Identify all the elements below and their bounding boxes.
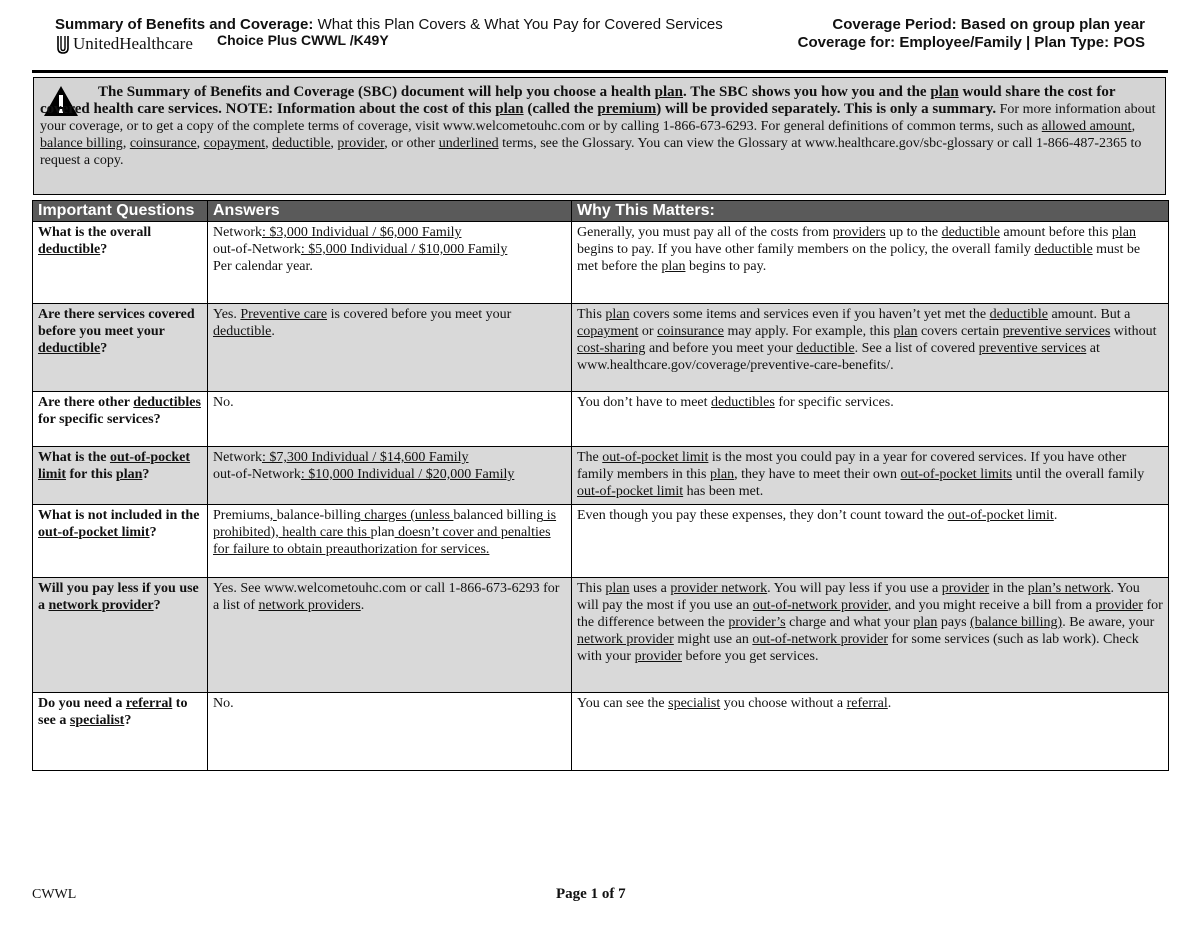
cell-text: has been met. — [683, 484, 764, 499]
glossary-term: referral — [125, 696, 173, 711]
document-header — [55, 14, 1145, 54]
glossary-term: out-of-pocket limit — [947, 508, 1054, 523]
glossary-term: deductible — [796, 341, 855, 356]
glossary-term: preventive services — [1002, 324, 1111, 339]
glossary-term: : $10,000 Individual / $20,000 Family — [300, 467, 515, 482]
table-body — [33, 222, 1169, 771]
col-header-why: Why This Matters: — [572, 201, 1169, 222]
glossary-term: deductible — [272, 136, 331, 151]
glossary-term: provider — [634, 649, 682, 664]
title-rest: What this Plan Covers & What You Pay for Covered Services — [313, 16, 723, 33]
cell-text: ? — [124, 713, 132, 728]
glossary-term: balance billing — [40, 136, 123, 151]
answer-cell — [208, 578, 572, 693]
glossary-term: network providers — [258, 598, 361, 613]
glossary-term: out-of-network provider — [752, 598, 888, 613]
answer-cell — [208, 693, 572, 771]
cell-text: Yes. — [213, 307, 241, 322]
glossary-term: preventive services — [978, 341, 1087, 356]
glossary-term: out-of-pocket limit — [602, 450, 709, 465]
cell-text: . — [887, 696, 892, 711]
table-row — [33, 447, 1169, 505]
glossary-term: provider — [941, 581, 990, 596]
question-cell — [33, 505, 208, 578]
glossary-term: specialist — [668, 696, 721, 711]
cell-text: You don’t have to meet — [577, 395, 712, 410]
cell-text: balance-billing — [276, 508, 361, 523]
glossary-term: provider network — [670, 581, 768, 596]
why-cell — [572, 447, 1169, 505]
glossary-term: coinsurance — [129, 136, 197, 151]
glossary-term: charges (unless — [360, 508, 454, 523]
cell-text: Will you pay less if you use a — [38, 581, 199, 613]
cell-text: out-of-Network — [213, 467, 301, 482]
coverage-period: Coverage Period: Based on group plan year — [832, 16, 1145, 33]
glossary-term: provider’s — [728, 615, 786, 630]
cell-text: What is not included in the — [38, 508, 200, 523]
col-header-questions: Important Questions — [33, 201, 208, 222]
glossary-term: is prohibited), health care this — [213, 508, 557, 540]
table-row — [33, 304, 1169, 392]
cell-text: Network — [213, 450, 262, 465]
cell-text: ? — [100, 341, 108, 356]
glossary-term: plan — [115, 467, 143, 482]
notice-text: The Summary of Benefits and Coverage (SBC) document will help you choose a health plan. The SBC shows you how you and the plan would share the cost for covered health care services. NOTE: Information about the cost of this plan (called the premium) will be provided separately. This is only a summary. For more information about your coverage, or to get a copy of the complete terms of coverage, visit www.welcometouhc.com or by calling 1-866-673-6293. For general definitions of common terms, such as allowed amount, balance billing, coinsurance, copayment, deductible, provider, or other underlined terms, see the Glossary. You can view the Glossary at www.healthcare.gov/sbc-glossary or call 1-866-487-2365 to request a copy. — [40, 84, 1156, 168]
glossary-term: providers — [832, 225, 886, 240]
cell-text: begins to pay. If you have other family members on the policy, the overall family — [577, 242, 1035, 257]
cell-text: may apply. For example, this — [723, 324, 894, 339]
col-header-answers: Answers — [208, 201, 572, 222]
glossary-term: deductible — [38, 341, 101, 356]
coverage-for: Coverage for: Employee/Family | Plan Type: POS — [797, 34, 1145, 51]
cell-text: at www.healthcare.gov/coverage/preventive-care-benefits/. — [577, 341, 1100, 373]
glossary-term: deductible — [213, 324, 272, 339]
cell-text: ? — [142, 467, 150, 482]
page-number: Page 1 of 7 — [556, 886, 626, 902]
glossary-term: deductible — [989, 307, 1048, 322]
cell-text: , and you might receive a bill from a — [887, 598, 1096, 613]
cell-text: No. — [213, 696, 234, 711]
table-row — [33, 693, 1169, 771]
answer-cell — [208, 304, 572, 392]
cell-text: Are there services covered before you meet your — [38, 307, 195, 339]
glossary-term: cost-sharing — [577, 341, 646, 356]
answer-cell — [208, 505, 572, 578]
why-cell — [572, 304, 1169, 392]
sbc-notice-box — [33, 77, 1166, 195]
glossary-term: deductible — [1034, 242, 1093, 257]
glossary-term: , — [269, 508, 277, 523]
table-row — [33, 222, 1169, 304]
question-cell — [33, 578, 208, 693]
glossary-term: plan — [709, 467, 735, 482]
cell-text: . — [360, 598, 365, 613]
table-row — [33, 505, 1169, 578]
cell-text: ? — [149, 525, 157, 540]
glossary-term: copayment — [577, 324, 639, 339]
question-cell — [33, 222, 208, 304]
brand-name: UnitedHealthcare — [73, 34, 193, 53]
glossary-term: copayment — [203, 136, 266, 151]
glossary-term: provider — [1095, 598, 1143, 613]
glossary-term: plan — [893, 324, 918, 339]
glossary-term: underlined — [438, 136, 499, 151]
cell-text: The — [577, 450, 603, 465]
cell-text: No. — [213, 395, 234, 410]
uhc-logo-icon — [57, 35, 69, 54]
cell-text: is the most you could pay in a year for covered services. If you have other family members in this — [577, 450, 1127, 482]
cell-text: amount before this — [999, 225, 1112, 240]
glossary-term: deductible — [941, 225, 1000, 240]
cell-text: . — [1053, 508, 1058, 523]
cell-text: for some services (such as lab work). Check with your — [577, 632, 1139, 664]
glossary-term: : $7,300 Individual / $14,600 Family — [262, 450, 469, 465]
glossary-term: out-of-pocket limit — [38, 450, 191, 482]
why-cell — [572, 693, 1169, 771]
glossary-term: Preventive care — [240, 307, 328, 322]
cell-text: What is the — [38, 450, 110, 465]
cell-text: covers some items and services even if you haven’t yet met the — [629, 307, 990, 322]
question-cell — [33, 304, 208, 392]
glossary-term: coinsurance — [657, 324, 724, 339]
cell-text: for specific services? — [38, 412, 161, 427]
glossary-term: out-of-network provider — [752, 632, 889, 647]
cell-text: plan — [370, 525, 395, 540]
cell-text: Are there other — [38, 395, 134, 410]
cell-text: Network — [213, 225, 262, 240]
glossary-term: plan’s network — [1027, 581, 1111, 596]
glossary-term: : $5,000 Individual / $10,000 Family — [300, 242, 508, 257]
table-header-row — [33, 201, 1169, 222]
cell-text: Per calendar year. — [213, 259, 313, 274]
glossary-term: network provider — [48, 598, 154, 613]
cell-text: for this — [66, 467, 116, 482]
notice-bold: The Summary of Benefits and Coverage (SBC) document will help you choose a health plan. The SBC shows you how you and the plan would share the cost for covered health care services. NOTE: Information about the cost of this plan (called the premium) will be provided separately. This is only a summary. — [40, 84, 1116, 117]
cell-text: uses a — [629, 581, 671, 596]
cell-text: . You will pay less if you use a — [767, 581, 942, 596]
glossary-term: deductibles — [711, 395, 775, 410]
answer-cell — [208, 392, 572, 447]
cell-text: and before you meet your — [645, 341, 797, 356]
header-rule — [32, 70, 1168, 73]
cell-text: ? — [153, 598, 161, 613]
cell-text: Generally, you must pay all of the costs from — [577, 225, 833, 240]
cell-text: Even though you pay these expenses, they don’t count toward the — [577, 508, 948, 523]
cell-text: before you get services. — [682, 649, 819, 664]
cell-text: in the — [989, 581, 1028, 596]
cell-text: Yes. See www.welcometouhc.com or call 1-866-673-6293 for a list of — [213, 581, 560, 613]
brand-line — [55, 34, 795, 54]
cell-text: until the overall family — [1012, 467, 1145, 482]
title-bold: Summary of Benefits and Coverage: — [55, 16, 314, 33]
header-left — [55, 16, 795, 54]
glossary-term: plan — [605, 581, 630, 596]
glossary-term: deductible — [38, 242, 101, 257]
glossary-term: out-of-pocket limit — [38, 525, 150, 540]
glossary-term: specialist — [69, 713, 125, 728]
cell-text: charge and what your — [785, 615, 914, 630]
why-cell — [572, 222, 1169, 304]
important-questions-table — [32, 200, 1169, 771]
glossary-term: doesn’t cover and penalties for failure to obtain preauthorization for services. — [213, 525, 551, 557]
glossary-term: plan — [605, 307, 630, 322]
question-cell — [33, 693, 208, 771]
glossary-term: out-of-pocket limits — [900, 467, 1013, 482]
footer-code: CWWL — [32, 887, 77, 902]
why-cell — [572, 392, 1169, 447]
glossary-term: deductibles — [133, 395, 201, 410]
glossary-term: (balance billing) — [970, 615, 1063, 630]
cell-text: is covered before you meet your — [327, 307, 512, 322]
glossary-term: referral — [846, 696, 888, 711]
cell-text: pays — [937, 615, 971, 630]
cell-text: to see a — [38, 696, 188, 728]
cell-text: for the difference between the — [577, 598, 1163, 630]
plan-name: Choice Plus CWWL /K49Y — [217, 32, 389, 48]
header-right — [798, 16, 1145, 52]
cell-text: balanced billing — [453, 508, 544, 523]
cell-text: This — [577, 307, 606, 322]
glossary-term: out-of-pocket limit — [577, 484, 684, 499]
cell-text: Premiums — [213, 508, 270, 523]
glossary-term: network provider — [577, 632, 674, 647]
cell-text: out-of-Network — [213, 242, 301, 257]
cell-text: This — [577, 581, 606, 596]
cell-text: begins to pay. — [685, 259, 767, 274]
question-cell — [33, 447, 208, 505]
cell-text: up to the — [885, 225, 942, 240]
glossary-term: : $3,000 Individual / $6,000 Family — [262, 225, 462, 240]
why-cell — [572, 578, 1169, 693]
cell-text: . — [271, 324, 275, 339]
answer-cell — [208, 222, 572, 304]
cell-text: you choose without a — [720, 696, 847, 711]
answer-cell — [208, 447, 572, 505]
cell-text: must be met before the — [577, 242, 1141, 274]
cell-text: might use an — [673, 632, 753, 647]
glossary-term: plan — [1111, 225, 1136, 240]
cell-text: You can see the — [577, 696, 669, 711]
cell-text: Do you need a — [38, 696, 126, 711]
glossary-term: plan — [913, 615, 938, 630]
cell-text: ? — [100, 242, 108, 257]
cell-text: . See a list of covered — [854, 341, 979, 356]
cell-text: covers certain — [917, 324, 1003, 339]
glossary-term: plan — [661, 259, 686, 274]
question-cell — [33, 392, 208, 447]
cell-text: , they have to meet their own — [734, 467, 901, 482]
document-title — [55, 16, 795, 34]
cell-text: amount. But a — [1047, 307, 1131, 322]
cell-text: or — [638, 324, 658, 339]
glossary-term: provider — [337, 136, 385, 151]
table-row — [33, 392, 1169, 447]
glossary-term: allowed amount — [1041, 119, 1132, 134]
cell-text: for specific services. — [774, 395, 894, 410]
table-row — [33, 578, 1169, 693]
cell-text: What is the overall — [38, 225, 152, 240]
why-cell — [572, 505, 1169, 578]
cell-text: . You will pay the most if you use an — [577, 581, 1140, 613]
cell-text: without — [1110, 324, 1157, 339]
cell-text: . Be aware, your — [1062, 615, 1155, 630]
